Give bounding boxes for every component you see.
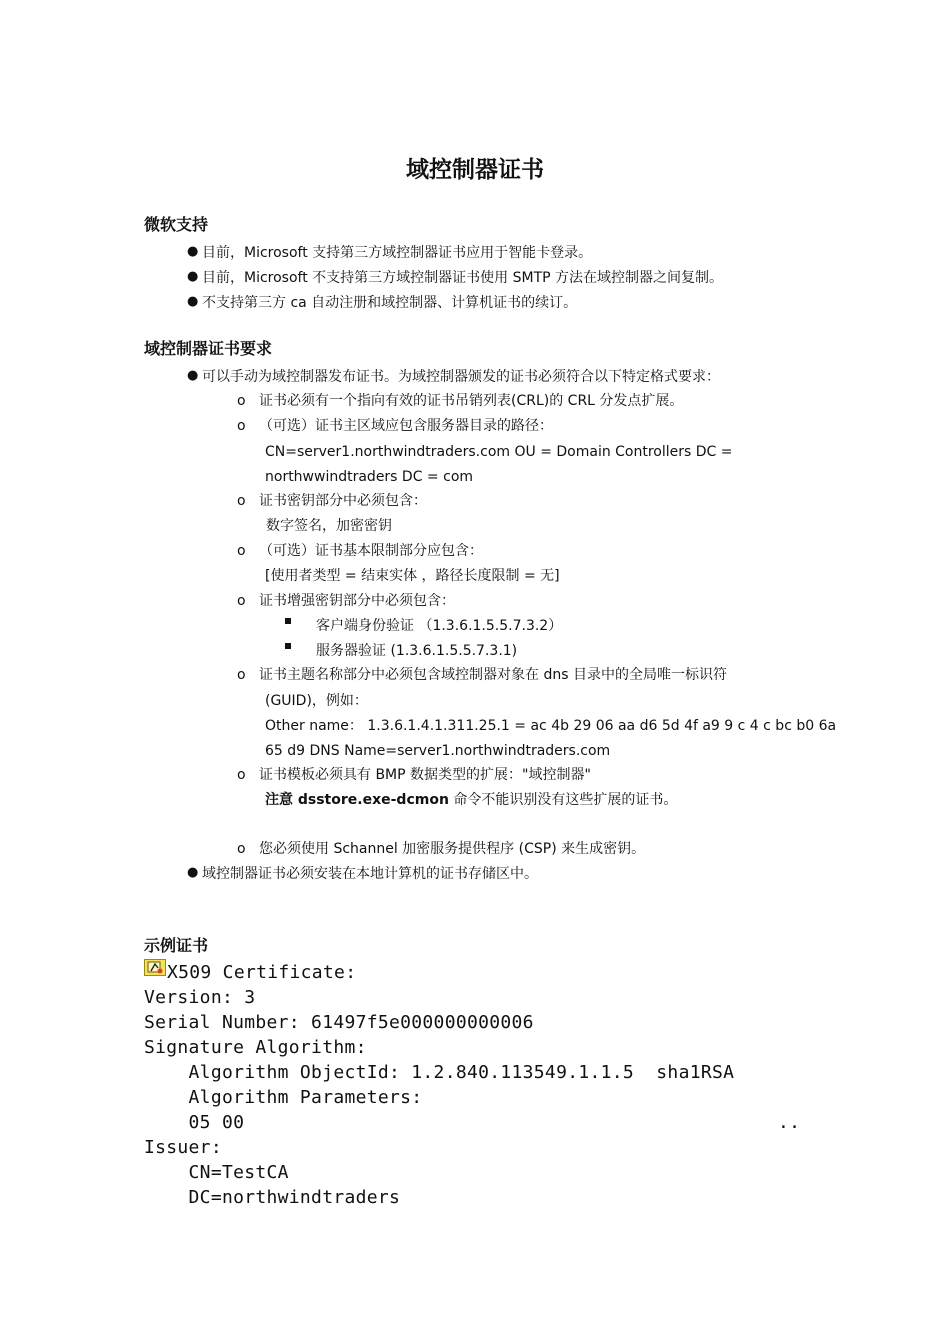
note-label: 注意 dsstore.exe-dcmon	[265, 792, 449, 808]
section-heading-requirements: 域控制器证书要求	[144, 339, 273, 358]
requirement-note	[265, 791, 677, 809]
requirement-csp: 您必须使用 Schannel 加密服务提供程序 (CSP) 来生成密钥。	[259, 841, 646, 857]
square-bullet-icon	[285, 618, 291, 624]
requirement-cert-store: 域控制器证书必须安装在本地计算机的证书存储区中。	[202, 866, 538, 882]
bullet-dot-icon: ●	[187, 294, 199, 309]
requirement-enhanced-key-usage: 证书增强密钥部分中必须包含：	[259, 593, 455, 609]
sub-bullet-circle-icon: o	[237, 593, 246, 609]
support-item: 不支持第三方 ca 自动注册和域控制器、计算机证书的续订。	[202, 295, 578, 311]
section-heading-sample: 示例证书	[144, 936, 209, 955]
sub-bullet-circle-icon: o	[237, 493, 246, 509]
cert-line: CN=TestCA	[144, 1162, 289, 1183]
bullet-dot-icon: ●	[187, 865, 199, 880]
certificate-icon	[144, 959, 166, 976]
eku-client-auth: 客户端身份验证 （1.3.6.1.5.5.7.3.2）	[316, 618, 563, 634]
requirement-basic-constraints-value: [使用者类型 = 结束实体 ，路径长度限制 = 无]	[265, 568, 560, 584]
requirement-key-usage: 证书密钥部分中必须包含：	[259, 493, 427, 509]
requirement-guid-example: 65 d9 DNS Name=server1.northwindtraders.com	[265, 743, 611, 759]
cert-line: 05 00	[144, 1112, 245, 1133]
cert-line: DC=northwindtraders	[144, 1187, 401, 1208]
sub-bullet-circle-icon: o	[237, 841, 246, 857]
cert-line: Algorithm ObjectId: 1.2.840.113549.1.1.5 sha1RSA	[144, 1062, 735, 1083]
cert-line: Algorithm Parameters:	[144, 1087, 423, 1108]
cert-dots: ..	[778, 1112, 801, 1133]
cert-line: Version: 3	[144, 987, 256, 1008]
requirement-key-usage-value: 数字签名，加密密钥	[266, 518, 392, 534]
note-text: 命令不能识别没有这些扩展的证书。	[448, 792, 678, 808]
sub-bullet-circle-icon: o	[237, 543, 246, 559]
support-item: 目前，Microsoft 支持第三方域控制器证书应用于智能卡登录。	[202, 245, 593, 261]
cert-line: X509 Certificate:	[167, 962, 357, 983]
sub-bullet-circle-icon: o	[237, 393, 246, 409]
square-bullet-icon	[285, 643, 291, 649]
requirement-guid-line: (GUID)，例如：	[265, 693, 368, 709]
sub-bullet-circle-icon: o	[237, 767, 246, 783]
requirement-subject-path-line: CN=server1.northwindtraders.com OU = Domain Controllers DC =	[265, 444, 733, 460]
cert-line: Signature Algorithm:	[144, 1037, 367, 1058]
bullet-dot-icon: ●	[187, 244, 199, 259]
requirement-subject-path-line: northwwindtraders DC = com	[265, 469, 474, 485]
page-title: 域控制器证书	[406, 157, 544, 183]
cert-line: Serial Number: 61497f5e000000000006	[144, 1012, 534, 1033]
requirement-subject-path: （可选）证书主区域应包含服务器目录的路径：	[259, 418, 553, 434]
requirement-bmp-extension: 证书模板必须具有 BMP 数据类型的扩展："域控制器"	[259, 767, 591, 783]
eku-server-auth: 服务器验证 (1.3.6.1.5.5.7.3.1)	[316, 643, 518, 659]
sub-bullet-circle-icon: o	[237, 667, 246, 683]
sub-bullet-circle-icon: o	[237, 418, 246, 434]
requirement-crl: 证书必须有一个指向有效的证书吊销列表(CRL)的 CRL 分发点扩展。	[259, 393, 684, 409]
requirement-guid: 证书主题名称部分中必须包含域控制器对象在 dns 目录中的全局唯一标识符	[259, 667, 727, 683]
requirements-intro: 可以手动为域控制器发布证书。为域控制器颁发的证书必须符合以下特定格式要求：	[202, 369, 720, 385]
requirement-guid-example: Other name： 1.3.6.1.4.1.311.25.1 = ac 4b 29 06 aa d6 5d 4f a9 9 c 4 c bc b0 6a	[265, 718, 837, 734]
cert-line: Issuer:	[144, 1137, 222, 1158]
section-heading-support: 微软支持	[144, 215, 209, 234]
requirement-basic-constraints: （可选）证书基本限制部分应包含：	[259, 543, 483, 559]
support-item: 目前，Microsoft 不支持第三方域控制器证书使用 SMTP 方法在域控制器之间复制。	[202, 270, 724, 286]
bullet-dot-icon: ●	[187, 269, 199, 284]
bullet-dot-icon: ●	[187, 368, 199, 383]
